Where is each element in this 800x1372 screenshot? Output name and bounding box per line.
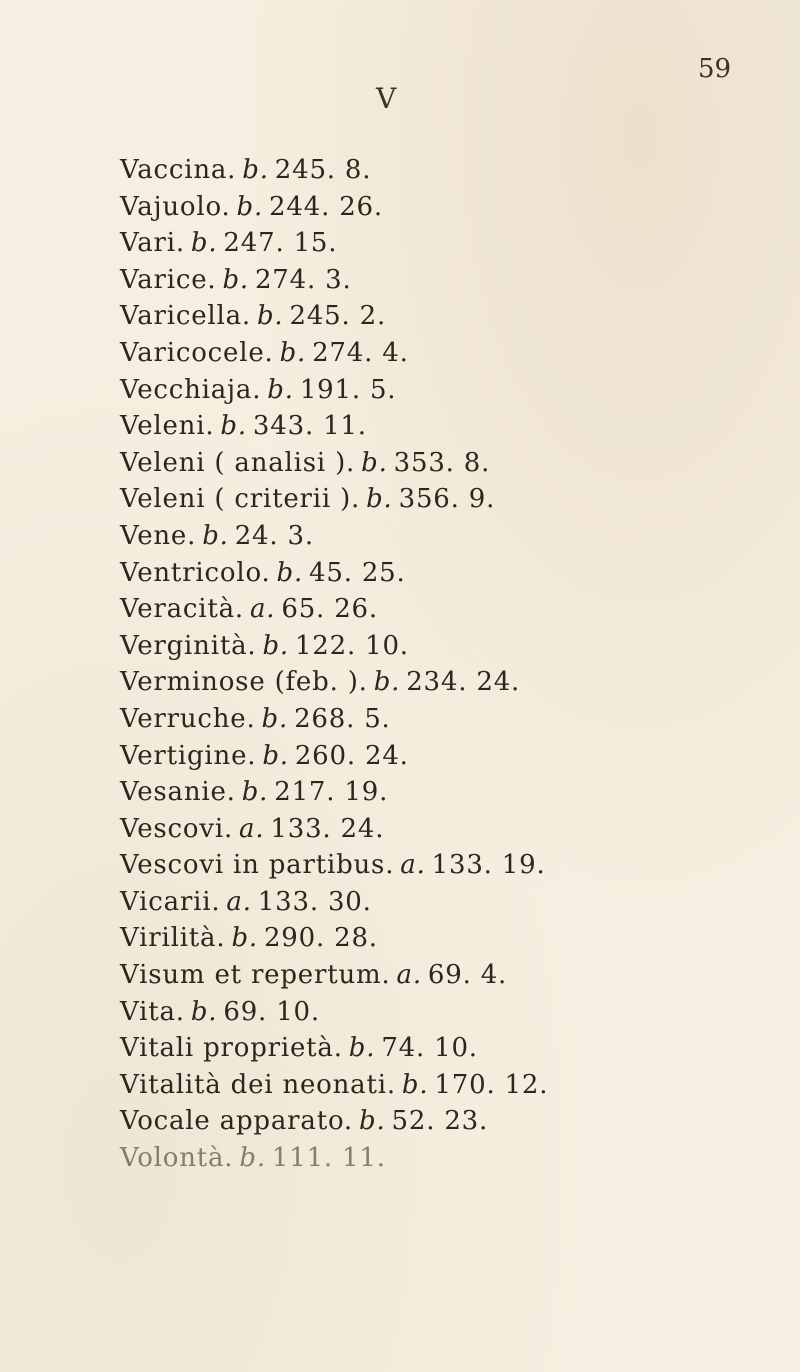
index-entry [120,847,740,884]
volume-letter: b. [267,374,294,405]
volume-letter: b. [202,520,229,551]
volume-letter: b. [220,411,247,442]
page-reference: 133. 24. [270,813,385,844]
page-reference: 122. 10. [294,630,409,661]
index-term: Varice. [120,264,217,295]
volume-letter: b. [361,447,388,478]
page-reference: 268. 5. [294,703,391,734]
index-term: Virilità. [120,923,226,954]
index-entry [120,811,740,848]
volume-letter: b. [236,191,264,222]
volume-letter: a. [226,886,252,917]
index-term: Vescovi. [120,813,234,844]
index-term: Vita. [120,996,185,1027]
volume-letter: a. [396,960,422,991]
volume-letter: b. [190,996,218,1027]
index-term: Vaccina. [120,155,237,185]
volume-letter: b. [373,667,401,698]
index-term: Ventricolo. [120,557,271,588]
page-reference: 69. 10. [223,996,320,1027]
index-term: Vene. [120,520,197,551]
index-entry [120,335,740,372]
page-reference: 133. 30. [257,886,372,917]
page-reference: 260. 24. [294,740,409,771]
index-entry [120,1140,740,1177]
index-entry [120,518,740,555]
index-entry [120,372,740,409]
index-entry [120,445,740,482]
volume-letter: b. [231,923,258,954]
volume-letter: b. [242,155,269,185]
volume-letter: b. [239,1143,266,1174]
page-reference: 244. 26. [269,191,383,222]
page-reference: 245. 8. [274,155,372,185]
volume-letter: b. [222,264,249,295]
index-entry [120,591,740,628]
page-reference: 274. 3. [254,264,352,295]
page-reference: 65. 26. [281,594,378,625]
index-term: Visum et repertum. [120,960,391,991]
page-reference: 343. 11. [252,411,367,442]
index-entry [120,1030,740,1067]
index-entry [120,738,740,775]
index-entry [120,920,740,957]
index-term: Verginità. [120,630,257,661]
index-term: Vitalità dei neonati. [120,1069,396,1100]
page-reference: 24. 3. [234,520,314,551]
volume-letter: a. [250,594,276,625]
index-list [120,152,740,1177]
index-term: Veleni ( criterii ). [120,484,361,515]
volume-letter: b. [262,740,289,771]
page-reference: 45. 25. [309,557,406,588]
index-term: Vocale apparato. [120,1106,353,1137]
index-term: Vicarii. [120,886,221,917]
index-entry [120,628,740,665]
index-entry [120,225,740,262]
index-term: Vajuolo. [120,191,231,222]
page-reference: 69. 4. [427,960,508,991]
index-entry [120,298,740,335]
page-reference: 170. 12. [434,1069,549,1100]
index-term: Varicella. [120,301,251,332]
volume-letter: b. [366,484,393,515]
index-term: Veracità. [120,594,244,625]
index-entry [120,774,740,811]
volume-letter: b. [261,703,289,734]
index-entry [120,1067,740,1104]
index-term: Verruche. [120,703,256,734]
index-term: Verminose (feb. ). [120,667,368,698]
index-entry [120,189,740,226]
index-term: Veleni ( analisi ). [120,447,356,478]
index-term: Varicocele. [120,337,274,368]
page-reference: 217. 19. [274,777,389,808]
page-reference: 245. 2. [289,301,387,332]
volume-letter: b. [262,630,289,661]
volume-letter: b. [276,557,304,588]
page-reference: 234. 24. [406,667,521,698]
page-reference: 74. 10. [381,1033,478,1064]
page-reference: 133. 19. [431,850,546,881]
page-reference: 353. 8. [393,447,491,478]
index-entry [120,1103,740,1140]
index-entry [120,884,740,921]
page-reference: 247. 15. [223,228,338,259]
volume-letter: b. [256,301,284,332]
index-entry [120,408,740,445]
index-term: Vitali proprietà. [120,1033,343,1064]
index-term: Vescovi in partibus. [120,850,395,881]
page-reference: 274. 4. [312,337,409,368]
volume-letter: b. [348,1033,376,1064]
volume-letter: b. [190,228,218,259]
index-entry [120,555,740,592]
page-reference: 111. 11. [271,1143,386,1174]
index-term: Vesanie. [120,777,236,808]
volume-letter: b. [241,777,269,808]
page-reference: 52. 23. [391,1106,489,1137]
index-term: Vertigine. [120,740,257,771]
volume-letter: b. [401,1069,429,1100]
index-entry [120,481,740,518]
page-reference: 191. 5. [299,374,397,405]
index-entry [120,262,740,299]
index-entry [120,701,740,738]
index-entry [120,994,740,1031]
index-term: Volontà. [120,1143,234,1174]
index-term: Vari. [120,228,185,259]
volume-letter: b. [359,1106,386,1137]
volume-letter: a. [239,813,265,844]
index-entry [120,957,740,994]
index-entry [120,152,740,189]
volume-letter: b. [279,337,307,368]
page-reference: 290. 28. [263,923,378,954]
index-entry [120,664,740,701]
page-number: 59 [698,54,732,84]
section-letter: V [376,82,397,115]
index-term: Veleni. [120,411,215,442]
volume-letter: a. [400,850,426,881]
page-reference: 356. 9. [398,484,496,515]
index-term: Vecchiaja. [120,374,262,405]
